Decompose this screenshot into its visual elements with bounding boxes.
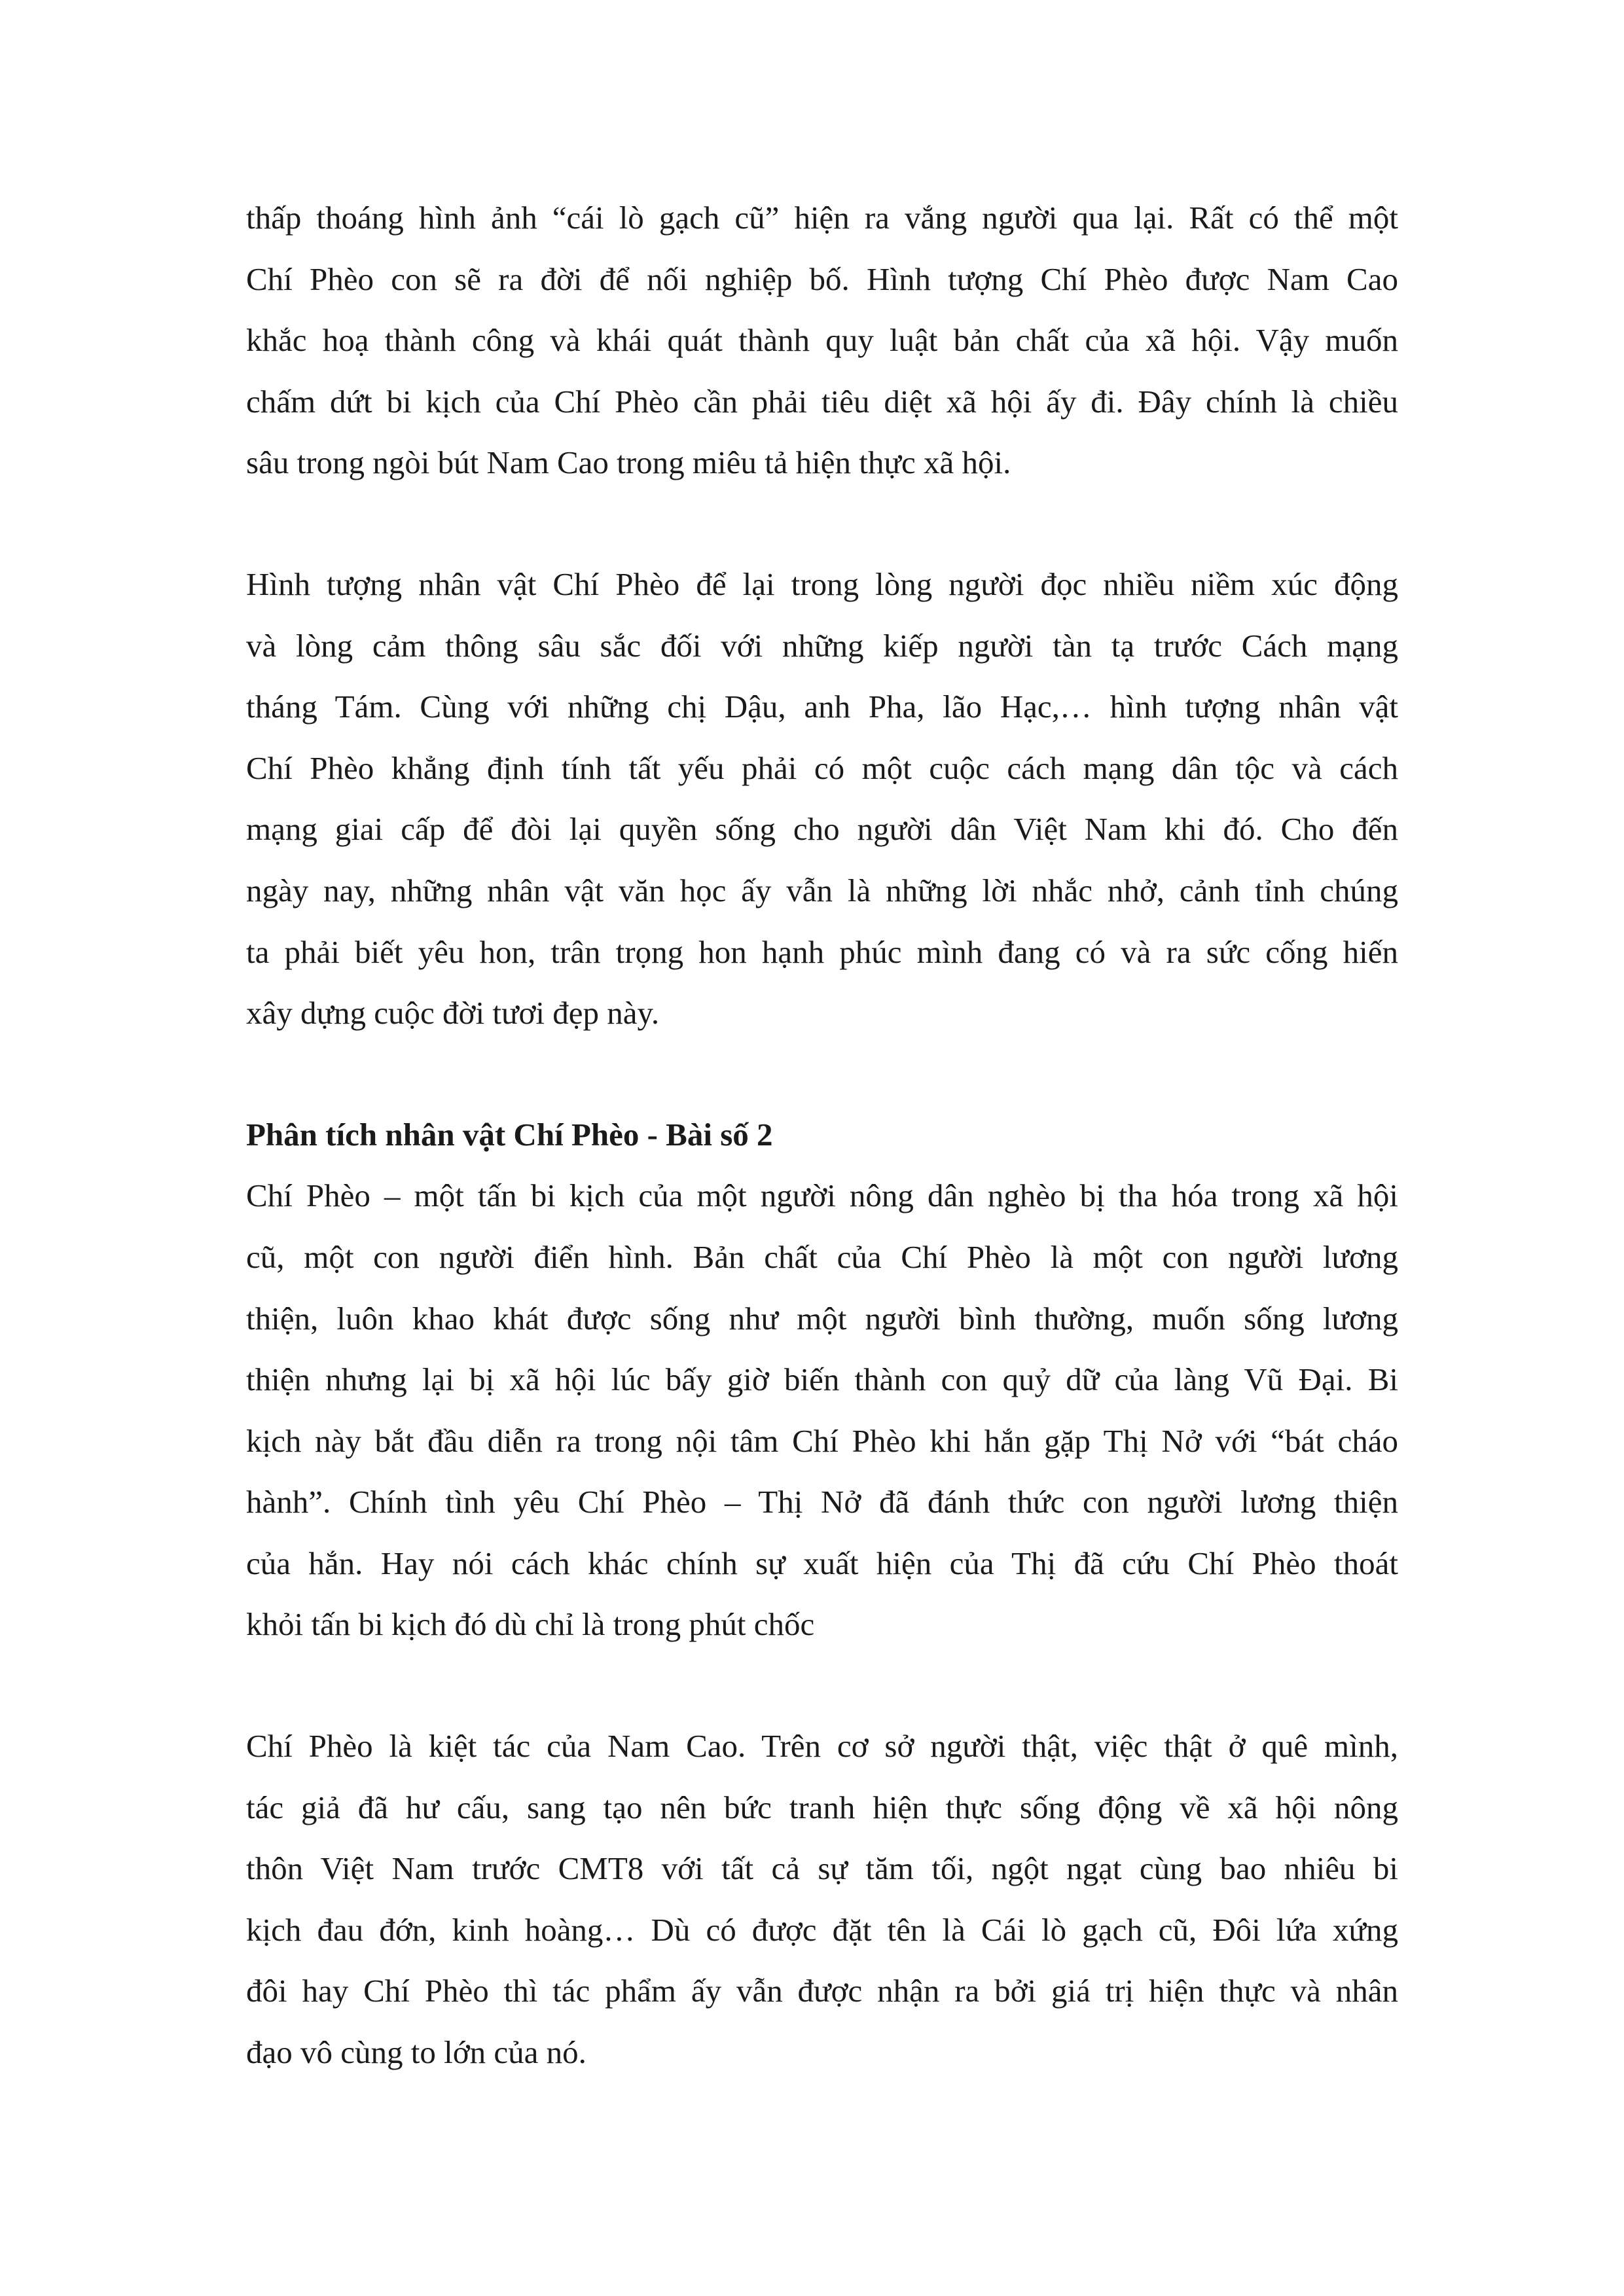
paragraph-4 xyxy=(246,1715,1398,2083)
text-line: thiện, luôn khao khát được sống như một người bình thường, muốn sống lương xyxy=(246,1300,1398,1336)
text-line: ta phải biết yêu hon, trân trọng hon hạnh phúc mình đang có và ra sức cống hiến xyxy=(246,933,1398,970)
text-line: tháng Tám. Cùng với những chị Dậu, anh Pha, lão Hạc,… hình tượng nhân vật xyxy=(246,689,1398,725)
text-line: mạng giai cấp để đòi lại quyền sống cho người dân Việt Nam khi đó. Cho đến xyxy=(246,811,1398,848)
text-line: Chí Phèo là kiệt tác của Nam Cao. Trên cơ sở người thật, việc thật ở quê mình, xyxy=(246,1728,1398,1765)
text-line: chấm dứt bi kịch của Chí Phèo cần phải tiêu diệt xã hội ấy đi. Đây chính là chiều xyxy=(246,383,1398,420)
text-line: kịch đau đớn, kinh hoàng… Dù có được đặt tên là Cái lò gạch cũ, Đôi lứa xứng xyxy=(246,1911,1398,1948)
paragraph-2 xyxy=(246,554,1398,1044)
paragraph-3 xyxy=(246,1165,1398,1655)
text-line: hành”. Chính tình yêu Chí Phèo – Thị Nở đã đánh thức con người lương thiện xyxy=(246,1484,1398,1520)
text-line: Chí Phèo con sẽ ra đời để nối nghiệp bố. Hình tượng Chí Phèo được Nam Cao xyxy=(246,260,1398,297)
text-line: khắc hoạ thành công và khái quát thành quy luật bản chất của xã hội. Vậy muốn xyxy=(246,322,1398,359)
text-line: đạo vô cùng to lớn của nó. xyxy=(246,2034,586,2071)
text-line: tác giả đã hư cấu, sang tạo nên bức tranh hiện thực sống động về xã hội nông xyxy=(246,1789,1398,1825)
document-body xyxy=(246,187,1398,2083)
text-line: thấp thoáng hình ảnh “cái lò gạch cũ” hiện ra vắng người qua lại. Rất có thể một xyxy=(246,200,1398,236)
text-line: sâu trong ngòi bút Nam Cao trong miêu tả hiện thực xã hội. xyxy=(246,444,1011,481)
text-line: ngày nay, những nhân vật văn học ấy vẫn là những lời nhắc nhở, cảnh tỉnh chúng xyxy=(246,872,1398,908)
paragraph-spacer xyxy=(246,1655,1398,1715)
section-heading: Phân tích nhân vật Chí Phèo - Bài số 2 xyxy=(246,1116,773,1153)
text-line: và lòng cảm thông sâu sắc đối với những kiếp người tàn tạ trước Cách mạng xyxy=(246,627,1398,664)
text-line: cũ, một con người điển hình. Bản chất của Chí Phèo là một con người lương xyxy=(246,1238,1398,1275)
paragraph-spacer xyxy=(246,493,1398,554)
text-line: thôn Việt Nam trước CMT8 với tất cả sự tăm tối, ngột ngạt cùng bao nhiêu bi xyxy=(246,1850,1398,1887)
text-line: khỏi tấn bi kịch đó dù chỉ là trong phút chốc xyxy=(246,1606,815,1643)
text-line: Chí Phèo khẳng định tính tất yếu phải có một cuộc cách mạng dân tộc và cách xyxy=(246,749,1398,786)
text-line: của hắn. Hay nói cách khác chính sự xuất hiện của Thị đã cứu Chí Phèo thoát xyxy=(246,1545,1398,1581)
text-line: xây dựng cuộc đời tươi đẹp này. xyxy=(246,995,660,1031)
text-line: kịch này bắt đầu diễn ra trong nội tâm Chí Phèo khi hắn gặp Thị Nở với “bát cháo xyxy=(246,1422,1398,1459)
paragraph-1 xyxy=(246,187,1398,493)
text-line: thiện nhưng lại bị xã hội lúc bấy giờ biến thành con quỷ dữ của làng Vũ Đại. Bi xyxy=(246,1361,1398,1398)
text-line: Chí Phèo – một tấn bi kịch của một người nông dân nghèo bị tha hóa trong xã hội xyxy=(246,1177,1398,1214)
text-line: đôi hay Chí Phèo thì tác phẩm ấy vẫn được nhận ra bởi giá trị hiện thực và nhân xyxy=(246,1973,1398,2009)
paragraph-spacer xyxy=(246,1044,1398,1104)
text-line: Hình tượng nhân vật Chí Phèo để lại trong lòng người đọc nhiều niềm xúc động xyxy=(246,565,1398,602)
